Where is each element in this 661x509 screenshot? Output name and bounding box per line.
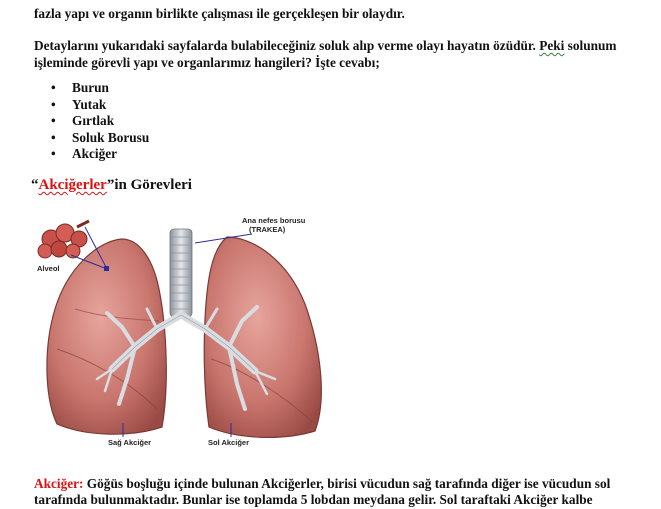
paragraph-text-2: işleminde görevli yapı ve organlarımız hangileri? İşte cevabı;	[34, 55, 380, 70]
label-trachea-2: (TRAKEA)	[249, 225, 286, 234]
alveol-cluster	[38, 221, 89, 258]
paragraph-text-c: solunum	[567, 38, 617, 53]
label-alveol: Alveol	[37, 264, 60, 273]
description-text-1: Göğüs boşluğu içinde bulunan Akciğerler, birisi vücudun sağ tarafında diğer ise vücudun sol	[83, 476, 611, 491]
heading-keyword: Akciğerler	[38, 177, 107, 193]
list-item: • Burun	[72, 80, 149, 97]
paragraph-line-2	[34, 55, 380, 71]
description-term: Akciğer:	[34, 476, 84, 491]
label-left-lung: Sol Akciğer	[208, 438, 249, 447]
paragraph-line-1	[34, 38, 616, 54]
left-lung-shape	[204, 237, 321, 437]
lung-diagram	[27, 209, 339, 454]
section-heading	[31, 177, 192, 194]
label-right-lung: Sağ Akciğer	[108, 438, 152, 447]
trachea-shape	[170, 229, 192, 317]
list-item: • Akciğer	[72, 146, 149, 163]
heading-rest: ”in Görevleri	[106, 177, 192, 193]
description-text-2: tarafında bulunmaktadır. Bunlar ise toplamda 5 lobdan meydana gelir. Sol taraftaki Akciğer kalbe	[34, 492, 593, 507]
list-item: • Gırtlak	[72, 113, 149, 130]
list-item: • Soluk Borusu	[72, 130, 149, 147]
organ-list	[34, 80, 149, 163]
description-line-1	[34, 476, 610, 492]
list-item: • Yutak	[72, 97, 149, 114]
label-trachea-1: Ana nefes borusu	[242, 216, 306, 225]
spellcheck-word: Peki	[539, 38, 565, 53]
description-line-2	[34, 492, 593, 508]
heading-open-quote: “	[31, 177, 39, 193]
intro-text: fazla yapı ve organın birlikte çalışması ile gerçekleşen bir olaydır.	[34, 6, 405, 21]
paragraph-text-a: Detaylarını yukarıdaki sayfalarda bulabileceğiniz soluk alıp verme olayı hayatın özüdür.	[34, 38, 536, 53]
intro-line	[34, 6, 405, 22]
